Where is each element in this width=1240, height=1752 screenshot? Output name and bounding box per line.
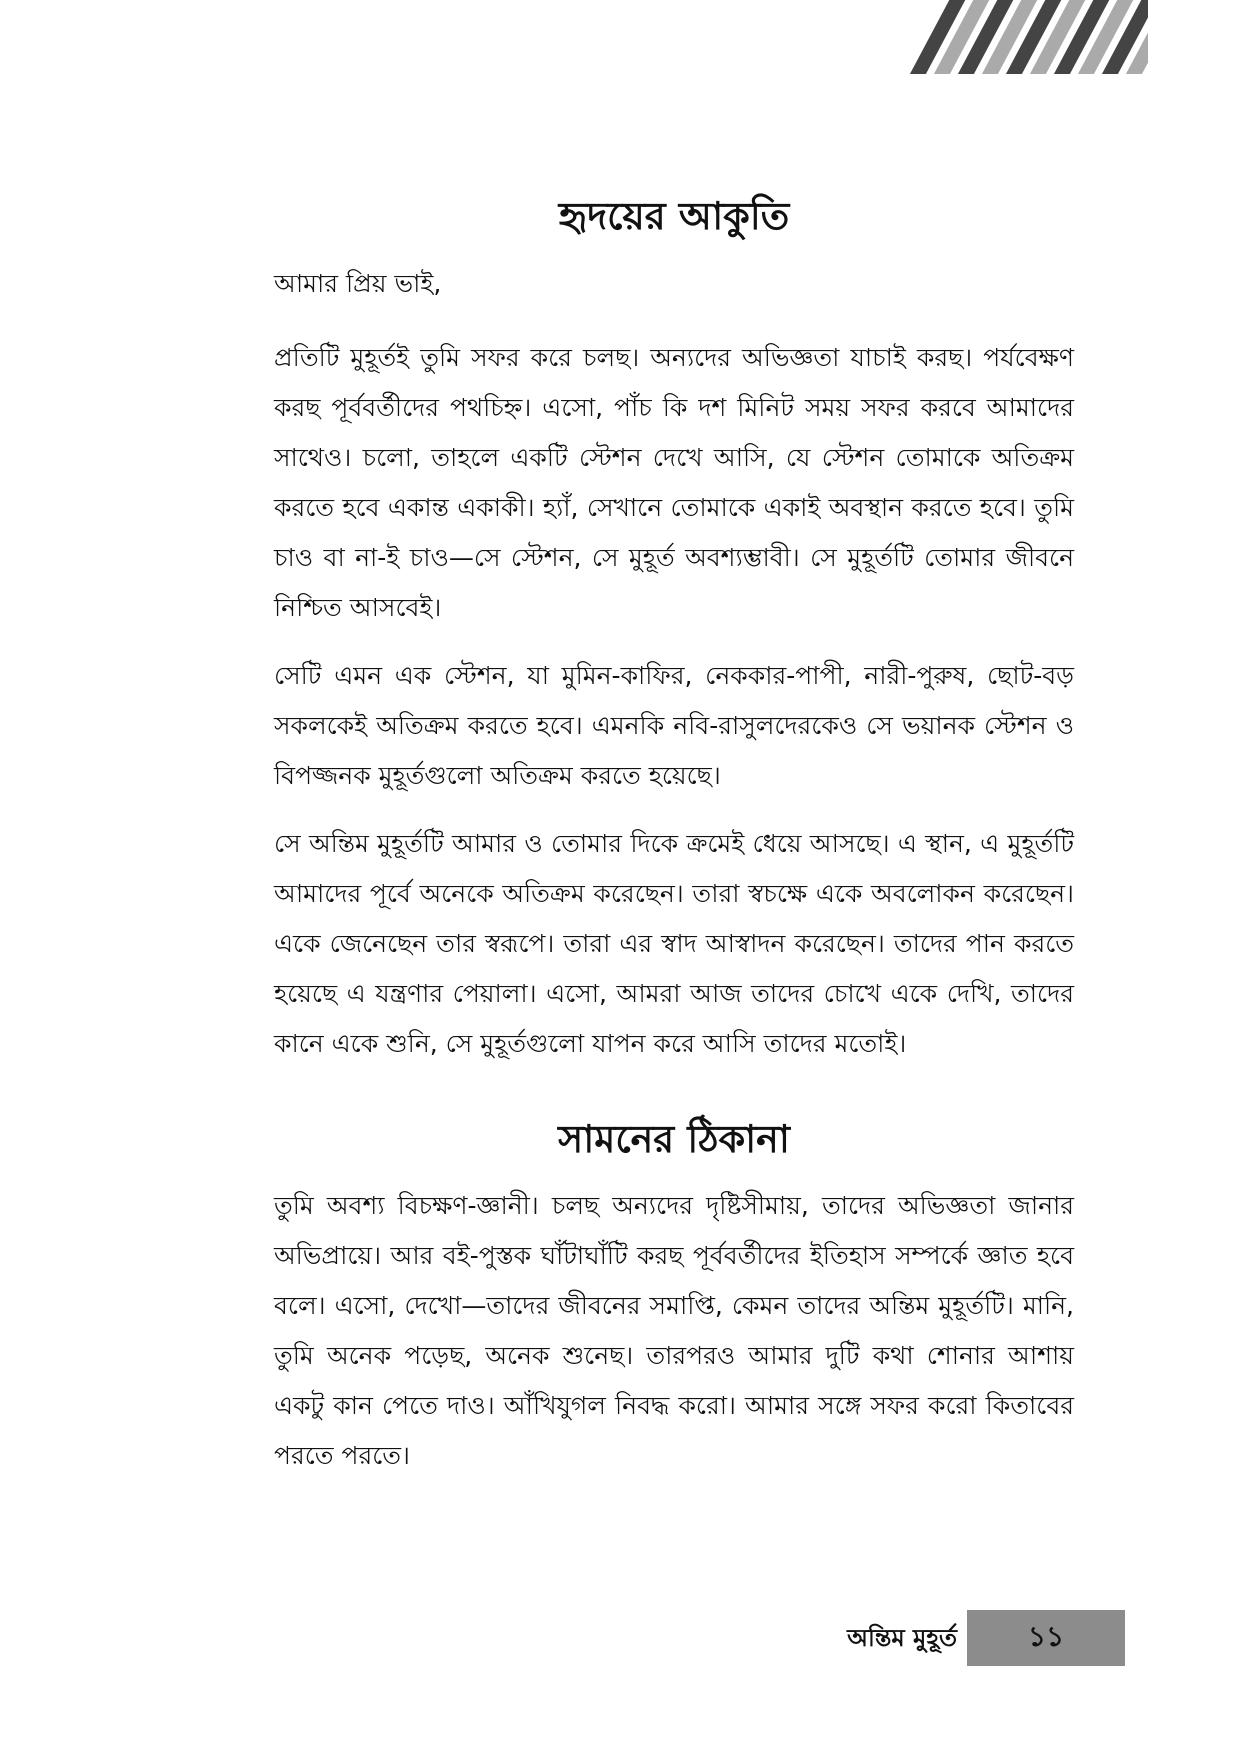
paragraph: তুমি অবশ্য বিচক্ষণ-জ্ঞানী। চলছ অন্যদের দৃষ্টিসীমায়, তাদের অভিজ্ঞতা জানার অভিপ্রায়ে। আর বই-পুস্তক ঘাঁটাঘাঁটি করছ পূর্ববর্তীদের ইতিহাস সম্পর্কে জ্ঞাত হবে বলে। এসো, দেখো—তাদের জীবনের সমাপ্তি, কেমন তাদের অন্তিম মুহূর্তটি। মানি, তুমি অনেক পড়েছ, অনেক শুনেছ। তারপরও আমার দুটি কথা শোনার আশায় একটু কান পেতে দাও। আঁখিযুগল নিবদ্ধ করো। আমার সঙ্গে সফর করো কিতাবের পরতে পরতে। xyxy=(274,1190,1074,1470)
page-number-box xyxy=(967,1610,1125,1666)
salutation: আমার প্রিয় ভাই, xyxy=(274,269,442,299)
running-footer-book-title: অন্তিম মুহূর্ত xyxy=(847,1624,957,1652)
paragraph: সেটি এমন এক স্টেশন, যা মুমিন-কাফির, নেককার-পাপী, নারী-পুরুষ, ছোট-বড় সকলকেই অতিক্রম করতে হবে। এমনকি নবি-রাসুলদেরকেও সে ভয়ানক স্টেশন ও বিপজ্জনক মুহূর্তগুলো অতিক্রম করতে হয়েছে। xyxy=(274,661,1074,791)
page-number: ১১ xyxy=(1027,1619,1065,1653)
page-content xyxy=(274,192,1074,1499)
page-footer xyxy=(0,1610,1240,1666)
paragraph: প্রতিটি মুহূর্তই তুমি সফর করে চলছ। অন্যদের অভিজ্ঞতা যাচাই করছ। পর্যবেক্ষণ করছ পূর্ববর্তীদের পথচিহ্ন। এসো, পাঁচ কি দশ মিনিট সময় সফর করবে আমাদের সাথেও। চলো, তাহলে একটি স্টেশন দেখে আসি, যে স্টেশন তোমাকে অতিক্রম করতে হবে একান্ত একাকী। হ্যাঁ, সেখানে তোমাকে একাই অবস্থান করতে হবে। তুমি চাও বা না-ই চাও—সে স্টেশন, সে মুহূর্ত অবশ্যম্ভাবী। সে মুহূর্তটি তোমার জীবনে নিশ্চিত আসবেই। xyxy=(274,343,1074,623)
section-heading-hridoyer-akuti: হৃদয়ের আকুতি xyxy=(558,194,790,238)
section-heading-samner-thikana: সামনের ঠিকানা xyxy=(558,1117,790,1162)
paragraph: সে অন্তিম মুহূর্তটি আমার ও তোমার দিকে ক্রমেই ধেয়ে আসছে। এ স্থান, এ মুহূর্তটি আমাদের পূর্বে অনেকে অতিক্রম করেছেন। তারা স্বচক্ষে একে অবলোকন করেছেন। একে জেনেছেন তার স্বরূপে। তারা এর স্বাদ আস্বাদন করেছেন। তাদের পান করতে হয়েছে এ যন্ত্রণার পেয়ালা। এসো, আমরা আজ তাদের চোখে একে দেখি, তাদের কানে একে শুনি, সে মুহূর্তগুলো যাপন করে আসি তাদের মতোই। xyxy=(274,829,1074,1059)
corner-stripes-decoration xyxy=(908,0,1148,74)
